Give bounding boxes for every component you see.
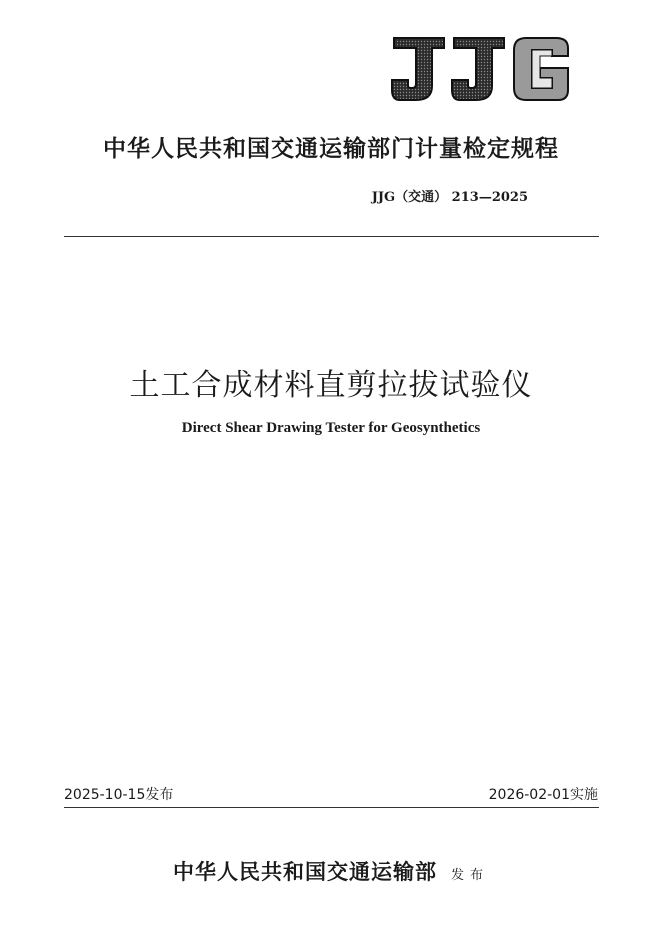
- chinese-title: 土工合成材料直剪拉拔试验仪: [129, 368, 533, 403]
- publisher-action: 发布: [450, 868, 489, 883]
- bottom-divider: [64, 807, 599, 808]
- issue-date: 2025-10-15发布: [64, 787, 174, 803]
- top-divider: [64, 236, 599, 237]
- standard-number: JJG（交通） 213—2025: [371, 190, 528, 205]
- jjg-logo: [390, 34, 574, 104]
- publisher-line: [0, 856, 662, 886]
- issuing-authority-heading: 中华人民共和国交通运输部门计量检定规程: [103, 135, 559, 162]
- publisher-name: 中华人民共和国交通运输部: [172, 859, 437, 884]
- english-title: Direct Shear Drawing Tester for Geosynthetics: [181, 420, 481, 436]
- effective-date: 2026-02-01实施: [488, 787, 598, 803]
